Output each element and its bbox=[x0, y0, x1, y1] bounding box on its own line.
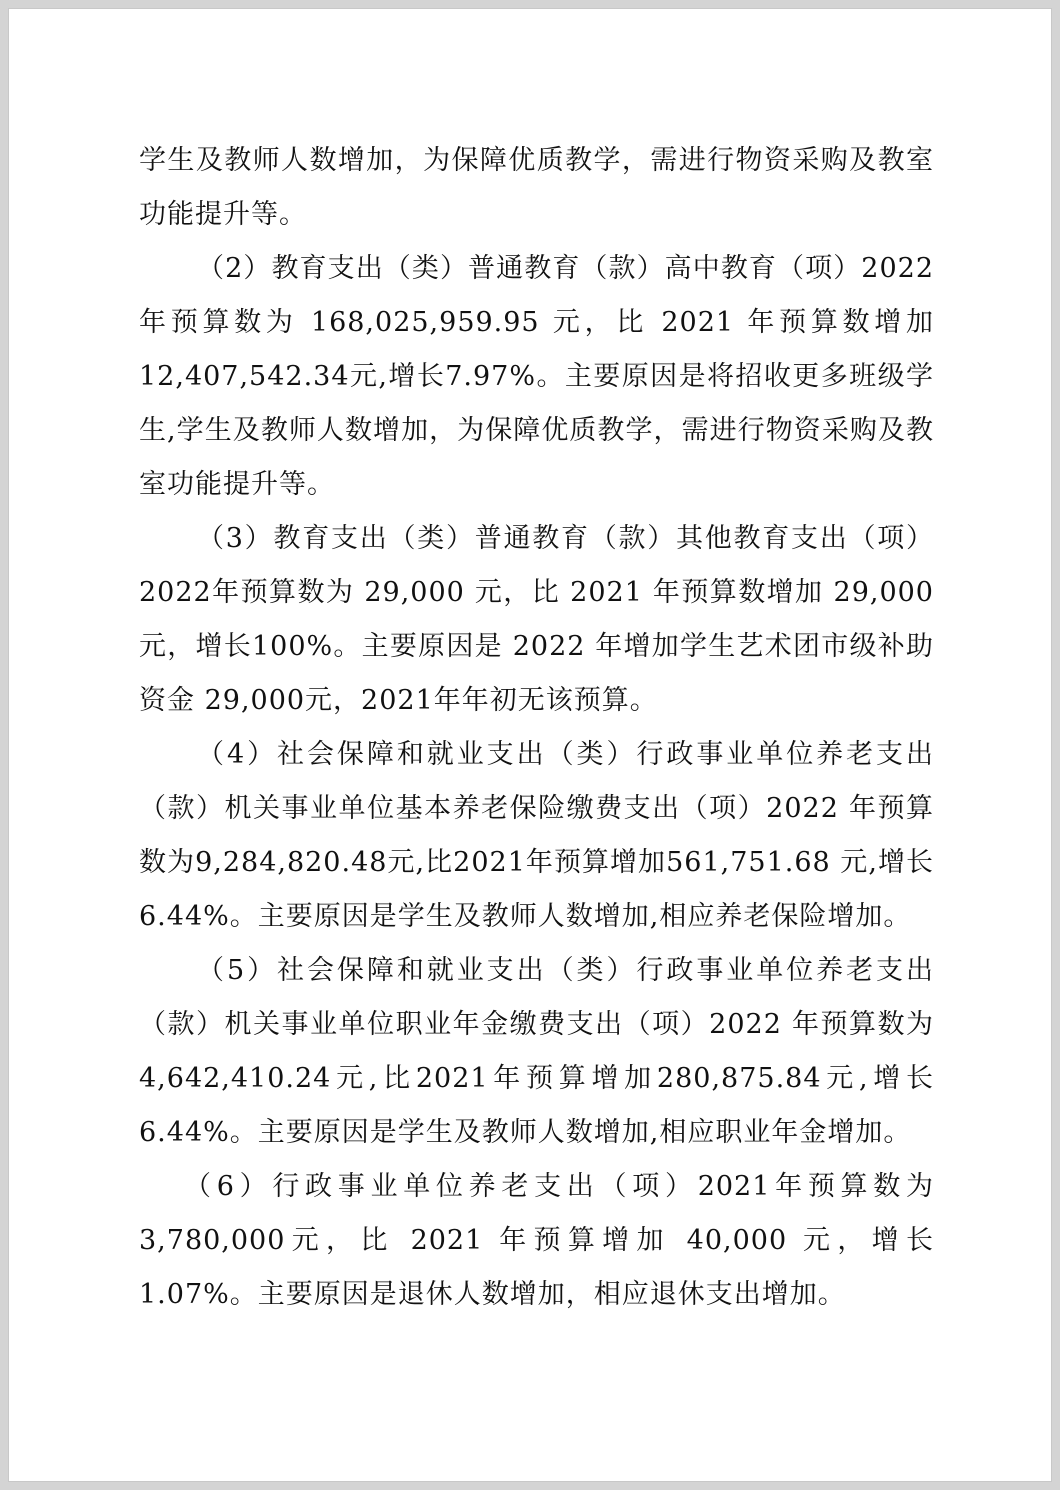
paragraph-item-3: （3）教育支出（类）普通教育（款）其他教育支出（项）2022年预算数为 29,000 元，比 2021 年预算数增加 29,000 元，增长100%。主要原因是 2022 年增加学生艺术团市级补助资金 29,000元，2021年年初无该预算。 bbox=[139, 523, 934, 716]
paragraph-item-6: （6）行政事业单位养老支出（项）2021年预算数为3,780,000元，比 2021 年预算增加 40,000 元，增长 1.07%。主要原因是退休人数增加，相应退休支出增加。 bbox=[139, 1171, 934, 1310]
paragraph-item-4: （4）社会保障和就业支出（类）行政事业单位养老支出（款）机关事业单位基本养老保险缴费支出（项）2022 年预算数为9,284,820.48元,比2021年预算增加561,751.68 元,增长6.44%。主要原因是学生及教师人数增加,相应养老保险增加。 bbox=[139, 739, 934, 932]
paragraph-continuation: 学生及教师人数增加，为保障优质教学，需进行物资采购及教室功能提升等。 bbox=[139, 145, 934, 230]
document-body bbox=[139, 134, 934, 1322]
paragraph-item-5: （5）社会保障和就业支出（类）行政事业单位养老支出（款）机关事业单位职业年金缴费支出（项）2022 年预算数为4,642,410.24元,比2021年预算增加280,875.84元,增长6.44%。主要原因是学生及教师人数增加,相应职业年金增加。 bbox=[139, 955, 934, 1148]
document-page bbox=[8, 8, 1052, 1482]
paragraph-item-2: （2）教育支出（类）普通教育（款）高中教育（项）2022年预算数为 168,025,959.95 元，比 2021 年预算数增加12,407,542.34元,增长7.97%。主要原因是将招收更多班级学生,学生及教师人数增加，为保障优质教学，需进行物资采购及教室功能提升等。 bbox=[139, 253, 934, 500]
